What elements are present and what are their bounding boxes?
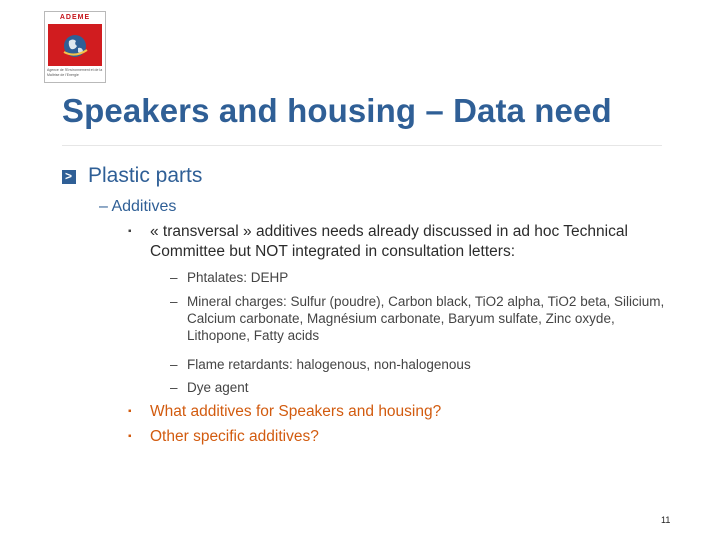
sub-item-text: Phtalates: DEHP bbox=[187, 270, 289, 285]
chevron-right-icon: > bbox=[62, 170, 76, 184]
sub-item-text: Flame retardants: halogenous, non-halogenous bbox=[187, 357, 471, 372]
logo-red-block bbox=[48, 24, 102, 66]
level2-item: – Additives bbox=[99, 198, 177, 215]
sub-item-phtalates bbox=[170, 269, 670, 286]
ademe-logo bbox=[44, 11, 106, 83]
logo-subtitle: Agence de l'Environnement et de la Maîtrise de l'Energie bbox=[47, 68, 103, 77]
question-item bbox=[128, 427, 668, 447]
page-number: 11 bbox=[661, 515, 671, 525]
question-text: Other specific additives? bbox=[150, 428, 319, 445]
sub-item-text: Mineral charges: Sulfur (poudre), Carbon black, TiO2 alpha, TiO2 beta, Silicium, Calcium carbonate, Magnésium carbonate, Baryum sulfate, Zinc oxyde, Lithopone, Fatty acids bbox=[187, 294, 665, 343]
sub-item-text: Dye agent bbox=[187, 380, 249, 395]
question-text: What additives for Speakers and housing? bbox=[150, 403, 442, 420]
dash-marker: – bbox=[170, 357, 178, 372]
dash-marker: – bbox=[170, 270, 178, 285]
dash-marker: – bbox=[170, 380, 178, 395]
question-item bbox=[128, 402, 668, 422]
level1-text: Plastic parts bbox=[88, 164, 203, 187]
dash-marker: – bbox=[170, 294, 178, 309]
logo-wordmark-band bbox=[45, 12, 105, 23]
sub-item-flame-retardants bbox=[170, 356, 670, 373]
sub-item-mineral-charges bbox=[170, 293, 670, 344]
bullet-text: « transversal » additives needs already discussed in ad hoc Technical Committee but NOT integrated in consultation letters: bbox=[150, 223, 628, 260]
level1-item bbox=[62, 164, 202, 188]
logo-wordmark: ADEME bbox=[59, 14, 91, 21]
bullet-item bbox=[128, 222, 668, 262]
title-divider bbox=[62, 145, 662, 146]
square-bullet-icon: ▪ bbox=[128, 226, 132, 237]
globe-icon bbox=[60, 32, 90, 60]
slide-title: Speakers and housing – Data need bbox=[62, 92, 612, 129]
sub-item-dye-agent bbox=[170, 379, 670, 396]
square-bullet-icon: ▪ bbox=[128, 431, 132, 442]
square-bullet-icon: ▪ bbox=[128, 406, 132, 417]
